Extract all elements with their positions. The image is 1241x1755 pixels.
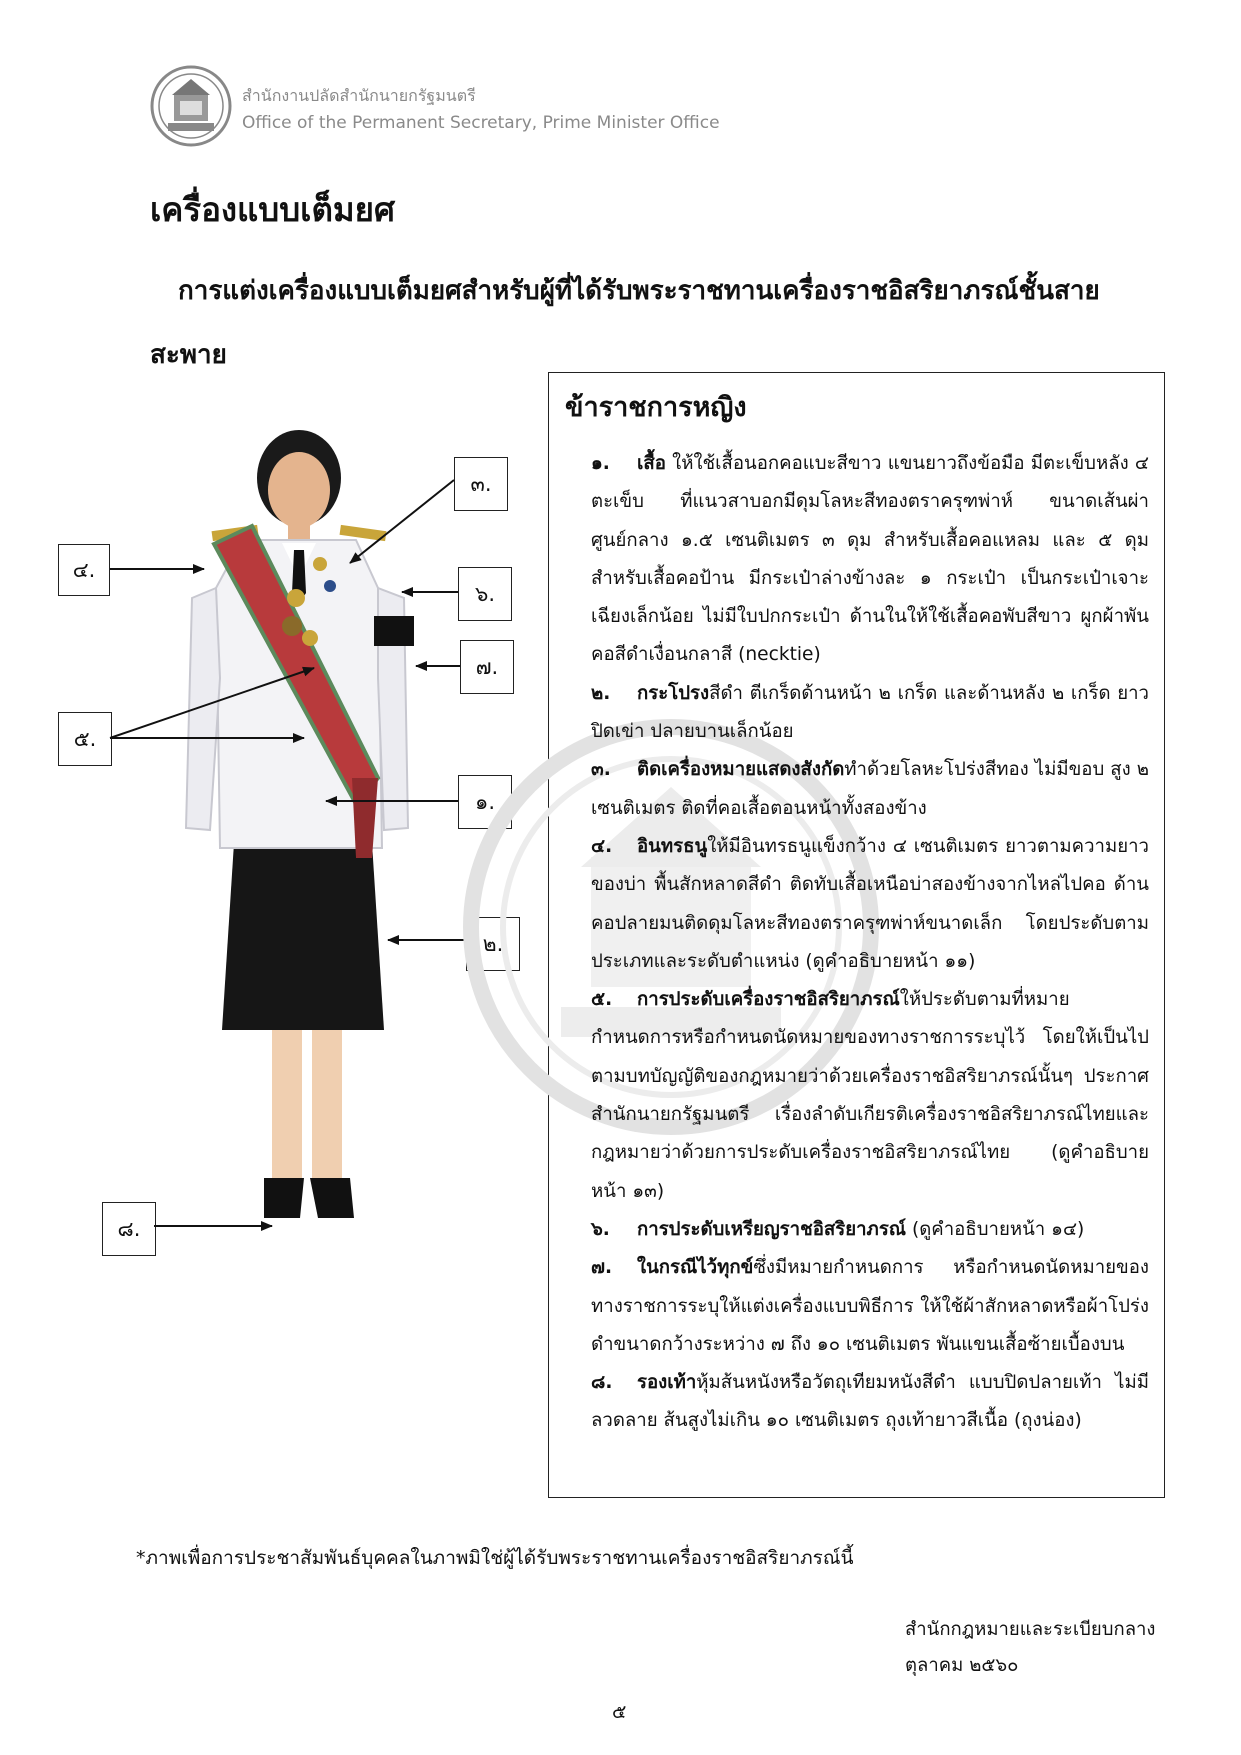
item-number: ๑. bbox=[591, 453, 610, 474]
description-panel bbox=[548, 372, 1165, 1498]
item-text: (ดูคำอธิบายหน้า ๑๔) bbox=[906, 1218, 1085, 1240]
item-number: ๕. bbox=[591, 989, 613, 1011]
list-item-6 bbox=[591, 1211, 1149, 1249]
callout-label-7: ๗. bbox=[460, 640, 514, 694]
signature-office: สำนักกฎหมายและระเบียบกลาง bbox=[905, 1619, 1156, 1640]
list-item-3 bbox=[591, 751, 1149, 828]
item-number: ๖. bbox=[591, 1218, 610, 1240]
item-number: ๘. bbox=[591, 1372, 613, 1394]
list-item-7 bbox=[591, 1249, 1149, 1364]
callout-label-1: ๑. bbox=[458, 775, 512, 829]
item-title: ติดเครื่องหมายแสดงสังกัด bbox=[637, 759, 845, 781]
page-number: ๕ bbox=[612, 1701, 627, 1723]
callout-label-4: ๔. bbox=[58, 544, 110, 596]
list-item-2 bbox=[591, 675, 1149, 752]
item-title: การประดับเครื่องราชอิสริยาภรณ์ bbox=[637, 989, 900, 1011]
item-text: หุ้มส้นหนังหรือวัตถุเทียมหนังสีดำ แบบปิดปลายเท้า ไม่มีลวดลาย ส้นสูงไม่เกิน ๑๐ เซนติเมตร ถุงเท้ายาวสีเนื้อ (ถุงน่อง) bbox=[591, 1372, 1149, 1432]
item-number: ๓. bbox=[591, 759, 611, 781]
callout-label-5: ๕. bbox=[58, 712, 112, 766]
item-text: ให้มีอินทรธนูแข็งกว้าง ๔ เซนติเมตร ยาวตามความยาวของบ่า พื้นสักหลาดสีดำ ติดทับเสื้อเหนือบ่าสองข้างจากไหล่ไปคอ ด้านคอปลายมนติดดุมโลหะสีทองตราครุฑพ่าห์ขนาดเล็ก โดยประดับตามประเภทและระดับตำแหน่ง (ดูคำอธิบายหน้า ๑๑) bbox=[591, 835, 1149, 972]
item-title: การประดับเหรียญราชอิสริยาภรณ์ bbox=[637, 1218, 907, 1240]
signature-date: ตุลาคม ๒๕๖๐ bbox=[905, 1655, 1019, 1676]
item-text: ให้ใช้เสื้อนอกคอแบะสีขาว แขนยาวถึงข้อมือ มีตะเข็บหลัง ๔ ตะเข็บ ที่แนวสาบอกมีดุมโลหะสีทองตราครุฑพ่าห์ ขนาดเส้นผ่าศูนย์กลาง ๑.๕ เซนติเมตร ๓ ดุม สำหรับเสื้อคอแหลม และ ๕ ดุมสำหรับเสื้อคอป้าน มีกระเป๋าล่างข้างละ ๑ กระเป๋า เป็นกระเป๋าเจาะเฉียงเล็กน้อย ไม่มีใบปกกระเป๋า ด้านในให้ใช้เสื้อคอพับสีขาว ผูกผ้าพันคอสีดำเงื่อนกลาสี (necktie) bbox=[591, 453, 1149, 666]
list-item-1 bbox=[591, 445, 1149, 675]
item-text: สีดำ ตีเกร็ดด้านหน้า ๒ เกร็ด และด้านหลัง ๒ เกร็ด ยาวปิดเข่า ปลายบานเล็กน้อย bbox=[591, 682, 1149, 743]
list-item-5 bbox=[591, 981, 1149, 1211]
header-org-thai: สำนักงานปลัดสำนักนายกรัฐมนตรี bbox=[242, 86, 476, 105]
page-subtitle: การแต่งเครื่องแบบเต็มยศสำหรับผู้ที่ได้รับพระราชทานเครื่องราชอิสริยาภรณ์ชั้นสายสะพาย bbox=[150, 276, 1100, 370]
callout-label-3: ๓. bbox=[454, 457, 508, 511]
emblem-logo-icon bbox=[150, 65, 232, 147]
item-title: ในกรณีไว้ทุกข์ bbox=[637, 1257, 754, 1279]
item-text: ซึ่งมีหมายกำหนดการ หรือกำหนดนัดหมายของทางราชการระบุให้แต่งเครื่องแบบพิธีการ ให้ใช้ผ้าสักหลาดหรือผ้าโปร่งดำขนาดกว้างระหว่าง ๗ ถึง ๑๐ เซนติเมตร พันแขนเสื้อซ้ายเบื้องบน bbox=[591, 1257, 1149, 1355]
callout-label-8: ๘. bbox=[102, 1202, 156, 1256]
item-text: ทำด้วยโลหะโปร่งสีทอง ไม่มีขอบ สูง ๒ เซนติเมตร ติดที่คอเสื้อตอนหน้าทั้งสองข้าง bbox=[591, 759, 1149, 819]
page-title: เครื่องแบบเต็มยศ bbox=[150, 190, 395, 229]
header-org-english: Office of the Permanent Secretary, Prime Minister Office bbox=[242, 113, 720, 133]
item-title: กระโปรง bbox=[637, 682, 710, 704]
item-title: อินทรธนู bbox=[637, 835, 708, 857]
uniform-figure-image bbox=[172, 418, 434, 1258]
item-title: เสื้อ bbox=[637, 453, 666, 474]
callout-label-2: ๒. bbox=[466, 917, 520, 971]
callout-label-6: ๖. bbox=[458, 567, 512, 621]
item-title: รองเท้า bbox=[637, 1372, 697, 1394]
item-number: ๗. bbox=[591, 1257, 613, 1279]
item-number: ๔. bbox=[591, 835, 613, 857]
item-number: ๒. bbox=[591, 682, 611, 704]
panel-title: ข้าราชการหญิง bbox=[565, 392, 747, 423]
footnote: *ภาพเพื่อการประชาสัมพันธ์บุคคลในภาพมิใช่ผู้ได้รับพระราชทานเครื่องราชอิสริยาภรณ์นี้ bbox=[136, 1547, 854, 1569]
item-text: ให้ประดับตามที่หมายกำหนดการหรือกำหนดนัดหมายของทางราชการระบุไว้ โดยให้เป็นไปตามบทบัญญัติของกฎหมายว่าด้วยเครื่องราชอิสริยาภรณ์นั้นๆ ประกาศสำนักนายกรัฐมนตรี เรื่องลำดับเกียรติเครื่องราชอิสริยาภรณ์ไทยและกฎหมายว่าด้วยการประดับเครื่องราชอิสริยาภรณ์ไทย (ดูคำอธิบายหน้า ๑๓) bbox=[591, 989, 1149, 1202]
item-list bbox=[591, 445, 1149, 1441]
list-item-8 bbox=[591, 1364, 1149, 1441]
list-item-4 bbox=[591, 828, 1149, 981]
